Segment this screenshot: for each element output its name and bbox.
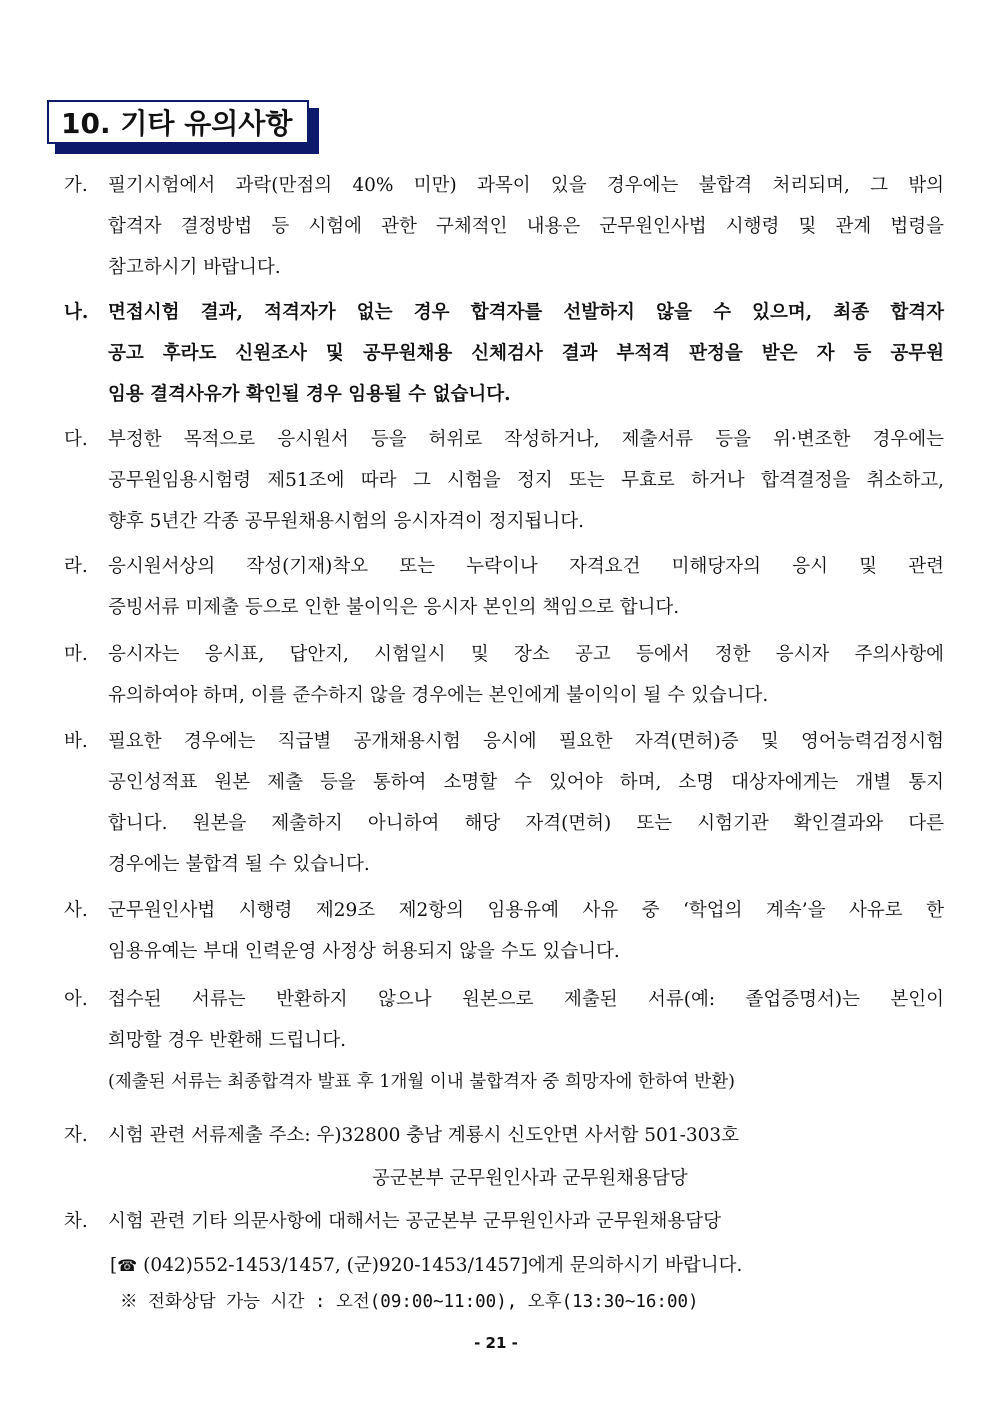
item-line: 필요한 경우에는 직급별 공개채용시험 응시에 필요한 자격(면허)증 및 영어능력검정시험 xyxy=(108,731,944,752)
item-line: 경우에는 불합격 될 수 있습니다. xyxy=(108,854,370,875)
item-line: 응시자는 응시표, 답안지, 시험일시 및 장소 공고 등에서 정한 응시자 주의사항에 xyxy=(108,644,944,665)
item-mark: 라. xyxy=(64,556,88,577)
item-mark: 바. xyxy=(64,731,88,752)
contact-phone-line xyxy=(110,1251,742,1277)
notice-item-na xyxy=(64,292,944,415)
item-line: 면접시험 결과, 적격자가 없는 경우 합격자를 선발하지 않을 수 있으며, 최종 합격자 xyxy=(108,302,944,323)
notice-item-cha xyxy=(64,1201,944,1242)
item-line: 부정한 목적으로 응시원서 등을 허위로 작성하거나, 제출서류 등을 위·변조한 경우에는 xyxy=(108,429,944,450)
item-mark: 자. xyxy=(64,1125,88,1146)
section-title: 10. 기타 유의사항 xyxy=(47,100,309,144)
notice-item-sa xyxy=(64,890,944,972)
item-mark: 가. xyxy=(64,175,88,196)
notice-item-a xyxy=(64,979,944,1061)
return-note: (제출된 서류는 최종합격자 발표 후 1개월 이내 불합격자 중 희망자에 한하여 반환) xyxy=(108,1072,735,1092)
item-line: 임용유예는 부대 인력운영 사정상 허용되지 않을 수도 있습니다. xyxy=(108,941,620,962)
item-mark: 마. xyxy=(64,644,88,665)
item-line: 필기시험에서 과락(만점의 40% 미만) 과목이 있을 경우에는 불합격 처리되며, 그 밖의 xyxy=(108,175,944,196)
item-line: 공무원임용시험령 제51조에 따라 그 시험을 정지 또는 무효로 하거나 합격결정을 취소하고, xyxy=(108,470,944,491)
item-mark: 다. xyxy=(64,429,88,450)
phone-icon: ☎ xyxy=(117,1256,138,1275)
item-line: 참고하시기 바랍니다. xyxy=(108,257,281,278)
item-line: 공인성적표 원본 제출 등을 통하여 소명할 수 있어야 하며, 소명 대상자에게는 개별 통지 xyxy=(108,772,944,793)
item-line: 희망할 경우 반환해 드립니다. xyxy=(108,1030,346,1051)
item-line: 군무원인사법 시행령 제29조 제2항의 임용유예 사유 중 ‘학업의 계속’을 사유로 한 xyxy=(108,900,944,921)
item-line: 시험 관련 서류제출 주소: 우)32800 충남 계룡시 신도안면 사서함 501-303호 xyxy=(108,1125,740,1146)
item-line: 향후 5년간 각종 공무원채용시험의 응시자격이 정지됩니다. xyxy=(108,511,584,532)
item-line: 합니다. 원본을 제출하지 아니하여 해당 자격(면허) 또는 시험기관 확인결과와 다른 xyxy=(108,813,944,834)
section-title-box xyxy=(47,100,313,148)
item-line: 접수된 서류는 반환하지 않으나 원본으로 제출된 서류(예: 졸업증명서)는 본인이 xyxy=(108,989,944,1010)
call-hours-note: ※ 전화상담 가능 시간 : 오전(09:00~11:00), 오후(13:30~16:00) xyxy=(120,1292,699,1312)
item-mark: 아. xyxy=(64,989,88,1010)
notice-item-ma xyxy=(64,634,944,716)
notice-item-ba xyxy=(64,721,944,885)
item-line: 응시원서상의 작성(기재)착오 또는 누락이나 자격요건 미해당자의 응시 및 관련 xyxy=(108,556,944,577)
item-line: 시험 관련 기타 의문사항에 대해서는 공군본부 군무원인사과 군무원채용담당 xyxy=(108,1211,722,1232)
item-mark: 나. xyxy=(64,302,89,323)
item-line: 임용 결격사유가 확인될 경우 임용될 수 없습니다. xyxy=(108,384,511,405)
item-line: 증빙서류 미제출 등으로 인한 불이익은 응시자 본인의 책임으로 합니다. xyxy=(108,597,680,618)
notice-item-ga xyxy=(64,165,944,288)
page-number: - 21 - xyxy=(474,1334,518,1352)
item-line: 합격자 결정방법 등 시험에 관한 구체적인 내용은 군무원인사법 시행령 및 관계 법령을 xyxy=(108,216,944,237)
notice-item-da xyxy=(64,419,944,542)
item-mark: 사. xyxy=(64,900,88,921)
bracket-open: [ xyxy=(110,1255,118,1276)
phone-numbers: (042)552-1453/1457, (군)920-1453/1457]에게 문의하시기 바랍니다. xyxy=(143,1255,743,1276)
address-recipient: 공군본부 군무원인사과 군무원채용담당 xyxy=(372,1168,688,1189)
item-line: 유의하여야 하며, 이를 준수하지 않을 경우에는 본인에게 불이익이 될 수 있습니다. xyxy=(108,685,769,706)
item-mark: 차. xyxy=(64,1211,88,1232)
notice-item-ra xyxy=(64,546,944,628)
item-line: 공고 후라도 신원조사 및 공무원채용 신체검사 결과 부적격 판정을 받은 자 등 공무원 xyxy=(108,343,944,364)
notice-item-ja xyxy=(64,1115,944,1156)
